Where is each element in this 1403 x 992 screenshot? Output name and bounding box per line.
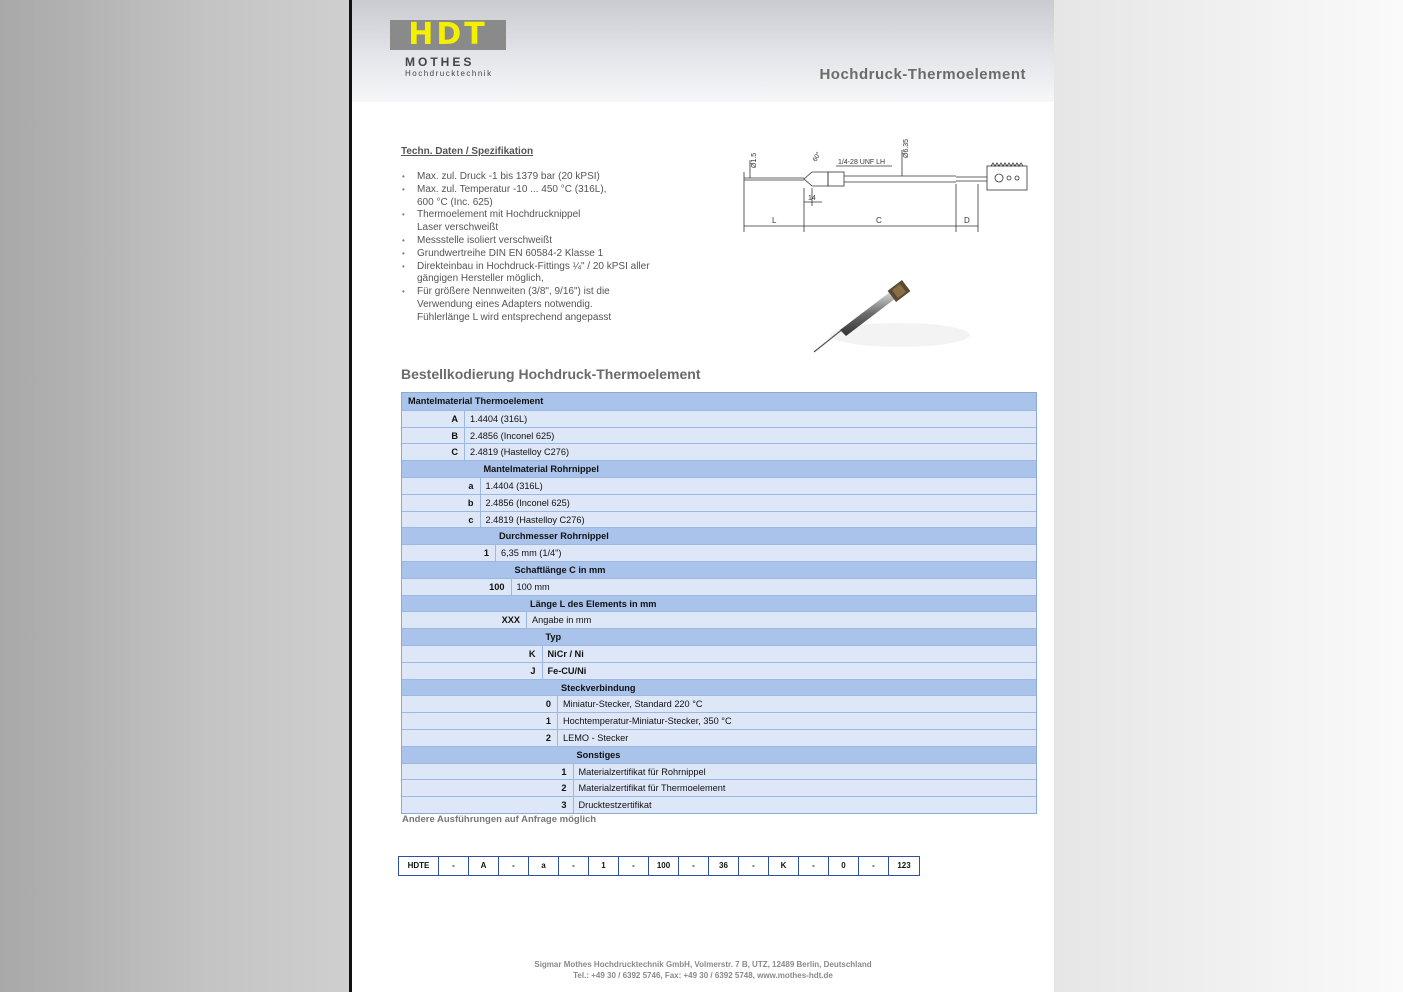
order-group-header (402, 595, 1036, 612)
order-option-text: 2.4856 (Inconel 625) (470, 430, 555, 441)
code-separator: - (439, 857, 469, 875)
spec-item (401, 184, 701, 210)
order-option-text: 2.4819 (Hastelloy C276) (485, 514, 585, 525)
order-option-text: NiCr / Ni (547, 648, 584, 659)
order-code: A (451, 413, 458, 424)
row-divider (464, 411, 465, 427)
order-option-text: Angabe in mm (532, 615, 592, 626)
order-option-row (402, 662, 1036, 679)
code-segment: 123 (889, 857, 919, 875)
spec-item-line: 600 °C (Inc. 625) (417, 196, 493, 208)
order-group-header (402, 527, 1036, 544)
code-segment: 36 (709, 857, 739, 875)
order-code: 1 (545, 716, 551, 727)
row-divider (557, 696, 558, 712)
order-group-title: Mantelmaterial Rohrnippel (483, 464, 599, 475)
spec-item-line: • Messstelle isoliert verschweißt (417, 234, 553, 246)
order-group-title: Mantelmaterial Thermoelement (408, 396, 544, 406)
dim-diameter-small: Ø1.5 (751, 152, 758, 168)
order-option-text: Miniatur-Stecker, Standard 220 °C (563, 699, 703, 710)
row-divider (480, 495, 481, 511)
order-option-text: Materialzertifikat für Thermoelement (578, 783, 726, 794)
spec-item-line: • Grundwertreihe DIN EN 60584-2 Klasse 1 (417, 247, 604, 259)
order-code: 1 (561, 766, 567, 777)
order-option-text: 2.4856 (Inconel 625) (485, 497, 570, 508)
order-group-title: Sonstiges (576, 749, 621, 760)
example-order-code (398, 856, 920, 876)
order-option-row (402, 443, 1036, 460)
dim-label-c: C (876, 216, 882, 225)
code-segment: A (469, 857, 499, 875)
page-header (352, 0, 1054, 102)
code-segment: 1 (589, 857, 619, 875)
order-option-row (402, 410, 1036, 427)
code-segment: K (769, 857, 799, 875)
order-code: 100 (489, 581, 505, 592)
row-divider (573, 764, 574, 780)
order-option-row (402, 645, 1036, 662)
spec-item (401, 235, 701, 248)
row-divider (464, 444, 465, 460)
code-segment: a (529, 857, 559, 875)
order-code: B (451, 430, 458, 441)
spec-item-line: • Max. zul. Druck -1 bis 1379 bar (20 kPSI) (417, 171, 600, 182)
order-option-row (402, 427, 1036, 444)
order-option-row (402, 695, 1036, 712)
order-option-row (402, 477, 1036, 494)
logo-mothes: MOTHES (405, 55, 475, 69)
order-option-row (402, 729, 1036, 746)
order-option-text: Hochtemperatur-Miniatur-Stecker, 350 °C (563, 716, 732, 727)
code-separator: - (679, 857, 709, 875)
row-divider (526, 612, 527, 628)
left-background (0, 0, 349, 992)
spec-item (401, 209, 701, 235)
logo-hdt: HDT (408, 17, 488, 52)
order-option-row (402, 544, 1036, 561)
order-code: 2 (545, 732, 551, 743)
order-option-text: 1.4404 (316L) (470, 413, 528, 424)
code-separator: - (859, 857, 889, 875)
spec-item (401, 171, 701, 184)
spec-item (401, 286, 701, 324)
row-divider (542, 663, 543, 679)
row-divider (495, 545, 496, 561)
code-segment: HDTE (399, 857, 439, 875)
spec-item-line: • Max. zul. Temperatur -10 ... 450 °C (316L), (417, 183, 607, 195)
order-group-header (402, 460, 1036, 477)
order-code: C (451, 447, 458, 458)
row-divider (480, 478, 481, 494)
footer-contact: Tel.: +49 30 / 6392 5746, Fax: +49 30 / 6392 5748, www.mothes-hdt.de (573, 971, 833, 980)
code-segment: 100 (649, 857, 679, 875)
order-code: a (468, 480, 474, 491)
code-separator: - (619, 857, 649, 875)
product-photo (800, 270, 1000, 360)
order-option-text: Drucktestzertifikat (578, 800, 652, 811)
spec-item-line: Laser verschweißt (417, 222, 499, 234)
order-option-row (402, 712, 1036, 729)
spec-item-line: gängigen Hersteller möglich, (417, 273, 544, 285)
row-divider (480, 512, 481, 528)
order-option-text: 2.4819 (Hastelloy C276) (470, 447, 570, 458)
order-option-text: 100 mm (516, 581, 550, 592)
document-page (352, 0, 1054, 992)
dim-diameter-large: Ø6.35 (903, 138, 910, 158)
order-group-title: Typ (545, 632, 562, 643)
order-option-text: 6,35 mm (1/4") (501, 548, 562, 559)
order-group-header (402, 746, 1036, 763)
order-option-text: LEMO - Stecker (563, 732, 629, 743)
order-group-title: Länge L des Elements in mm (530, 598, 657, 609)
row-divider (573, 780, 574, 796)
row-divider (464, 428, 465, 444)
order-code: 1 (483, 548, 489, 559)
order-code-table (401, 392, 1037, 814)
order-group-title: Durchmesser Rohrnippel (499, 531, 609, 542)
order-option-row (402, 779, 1036, 796)
order-group-header (402, 679, 1036, 696)
order-code: b (467, 497, 474, 508)
spec-item (401, 261, 701, 287)
order-code: c (468, 514, 474, 525)
order-code: 2 (561, 783, 567, 794)
technical-drawing (742, 132, 1042, 232)
order-option-row (402, 511, 1036, 528)
dim-thread: 1/4-28 UNF LH (838, 159, 886, 166)
document-title: Hochdruck-Thermoelement (819, 66, 1026, 83)
order-code: XXX (501, 615, 520, 626)
spec-item-line: • Direkteinbau in Hochdruck-Fittings ¼" / 20 kPSI aller (417, 260, 650, 272)
code-separator: - (499, 857, 529, 875)
order-option-row (402, 611, 1036, 628)
row-divider (542, 646, 543, 662)
spec-item-line: • Für größere Nennweiten (3/8", 9/16") ist die (417, 286, 610, 298)
footer-address: Sigmar Mothes Hochdrucktechnik GmbH, Volmerstr. 7 B, UTZ, 12489 Berlin, Deutschland (534, 960, 872, 969)
order-code: 0 (545, 699, 551, 710)
right-background (1054, 0, 1403, 992)
order-group-header (402, 628, 1036, 645)
order-note: Andere Ausführungen auf Anfrage möglich (402, 814, 597, 825)
code-separator: - (559, 857, 589, 875)
order-group-title: Steckverbindung (561, 682, 636, 693)
dim-angle: 60° (811, 150, 823, 163)
order-code: K (528, 648, 536, 659)
order-group-header (402, 561, 1036, 578)
spec-item-line: Verwendung eines Adapters notwendig. (417, 298, 593, 310)
spec-item-line: • Thermoelement mit Hochdrucknippel (417, 209, 581, 221)
code-segment: 0 (829, 857, 859, 875)
order-option-text: Fe-CU/Ni (547, 665, 587, 676)
order-option-row (402, 796, 1036, 813)
row-divider (557, 713, 558, 729)
logo-subtitle: Hochdrucktechnik (405, 69, 493, 78)
code-separator: - (799, 857, 829, 875)
order-group-title: Schaftlänge C in mm (514, 564, 606, 575)
row-divider (573, 797, 574, 813)
order-option-text: Materialzertifikat für Rohrnippel (578, 766, 706, 777)
order-code: 3 (561, 800, 567, 811)
dim-label-l: L (772, 216, 777, 225)
order-option-text: 1.4404 (316L) (485, 480, 543, 491)
order-code: J (530, 665, 536, 676)
spec-item (401, 248, 701, 261)
dim-14: 14 (808, 195, 816, 202)
order-group-header (402, 393, 1036, 410)
order-option-row (402, 578, 1036, 595)
row-divider (511, 579, 512, 595)
order-option-row (402, 763, 1036, 780)
spec-heading: Techn. Daten / Spezifikation (401, 146, 534, 157)
spec-list (401, 171, 701, 325)
code-separator: - (739, 857, 769, 875)
row-divider (557, 730, 558, 746)
dim-label-d: D (964, 216, 970, 225)
order-option-row (402, 494, 1036, 511)
spec-item-line: Fühlerlänge L wird entsprechend angepasst (417, 311, 612, 323)
order-heading: Bestellkodierung Hochdruck-Thermoelement (401, 366, 701, 382)
